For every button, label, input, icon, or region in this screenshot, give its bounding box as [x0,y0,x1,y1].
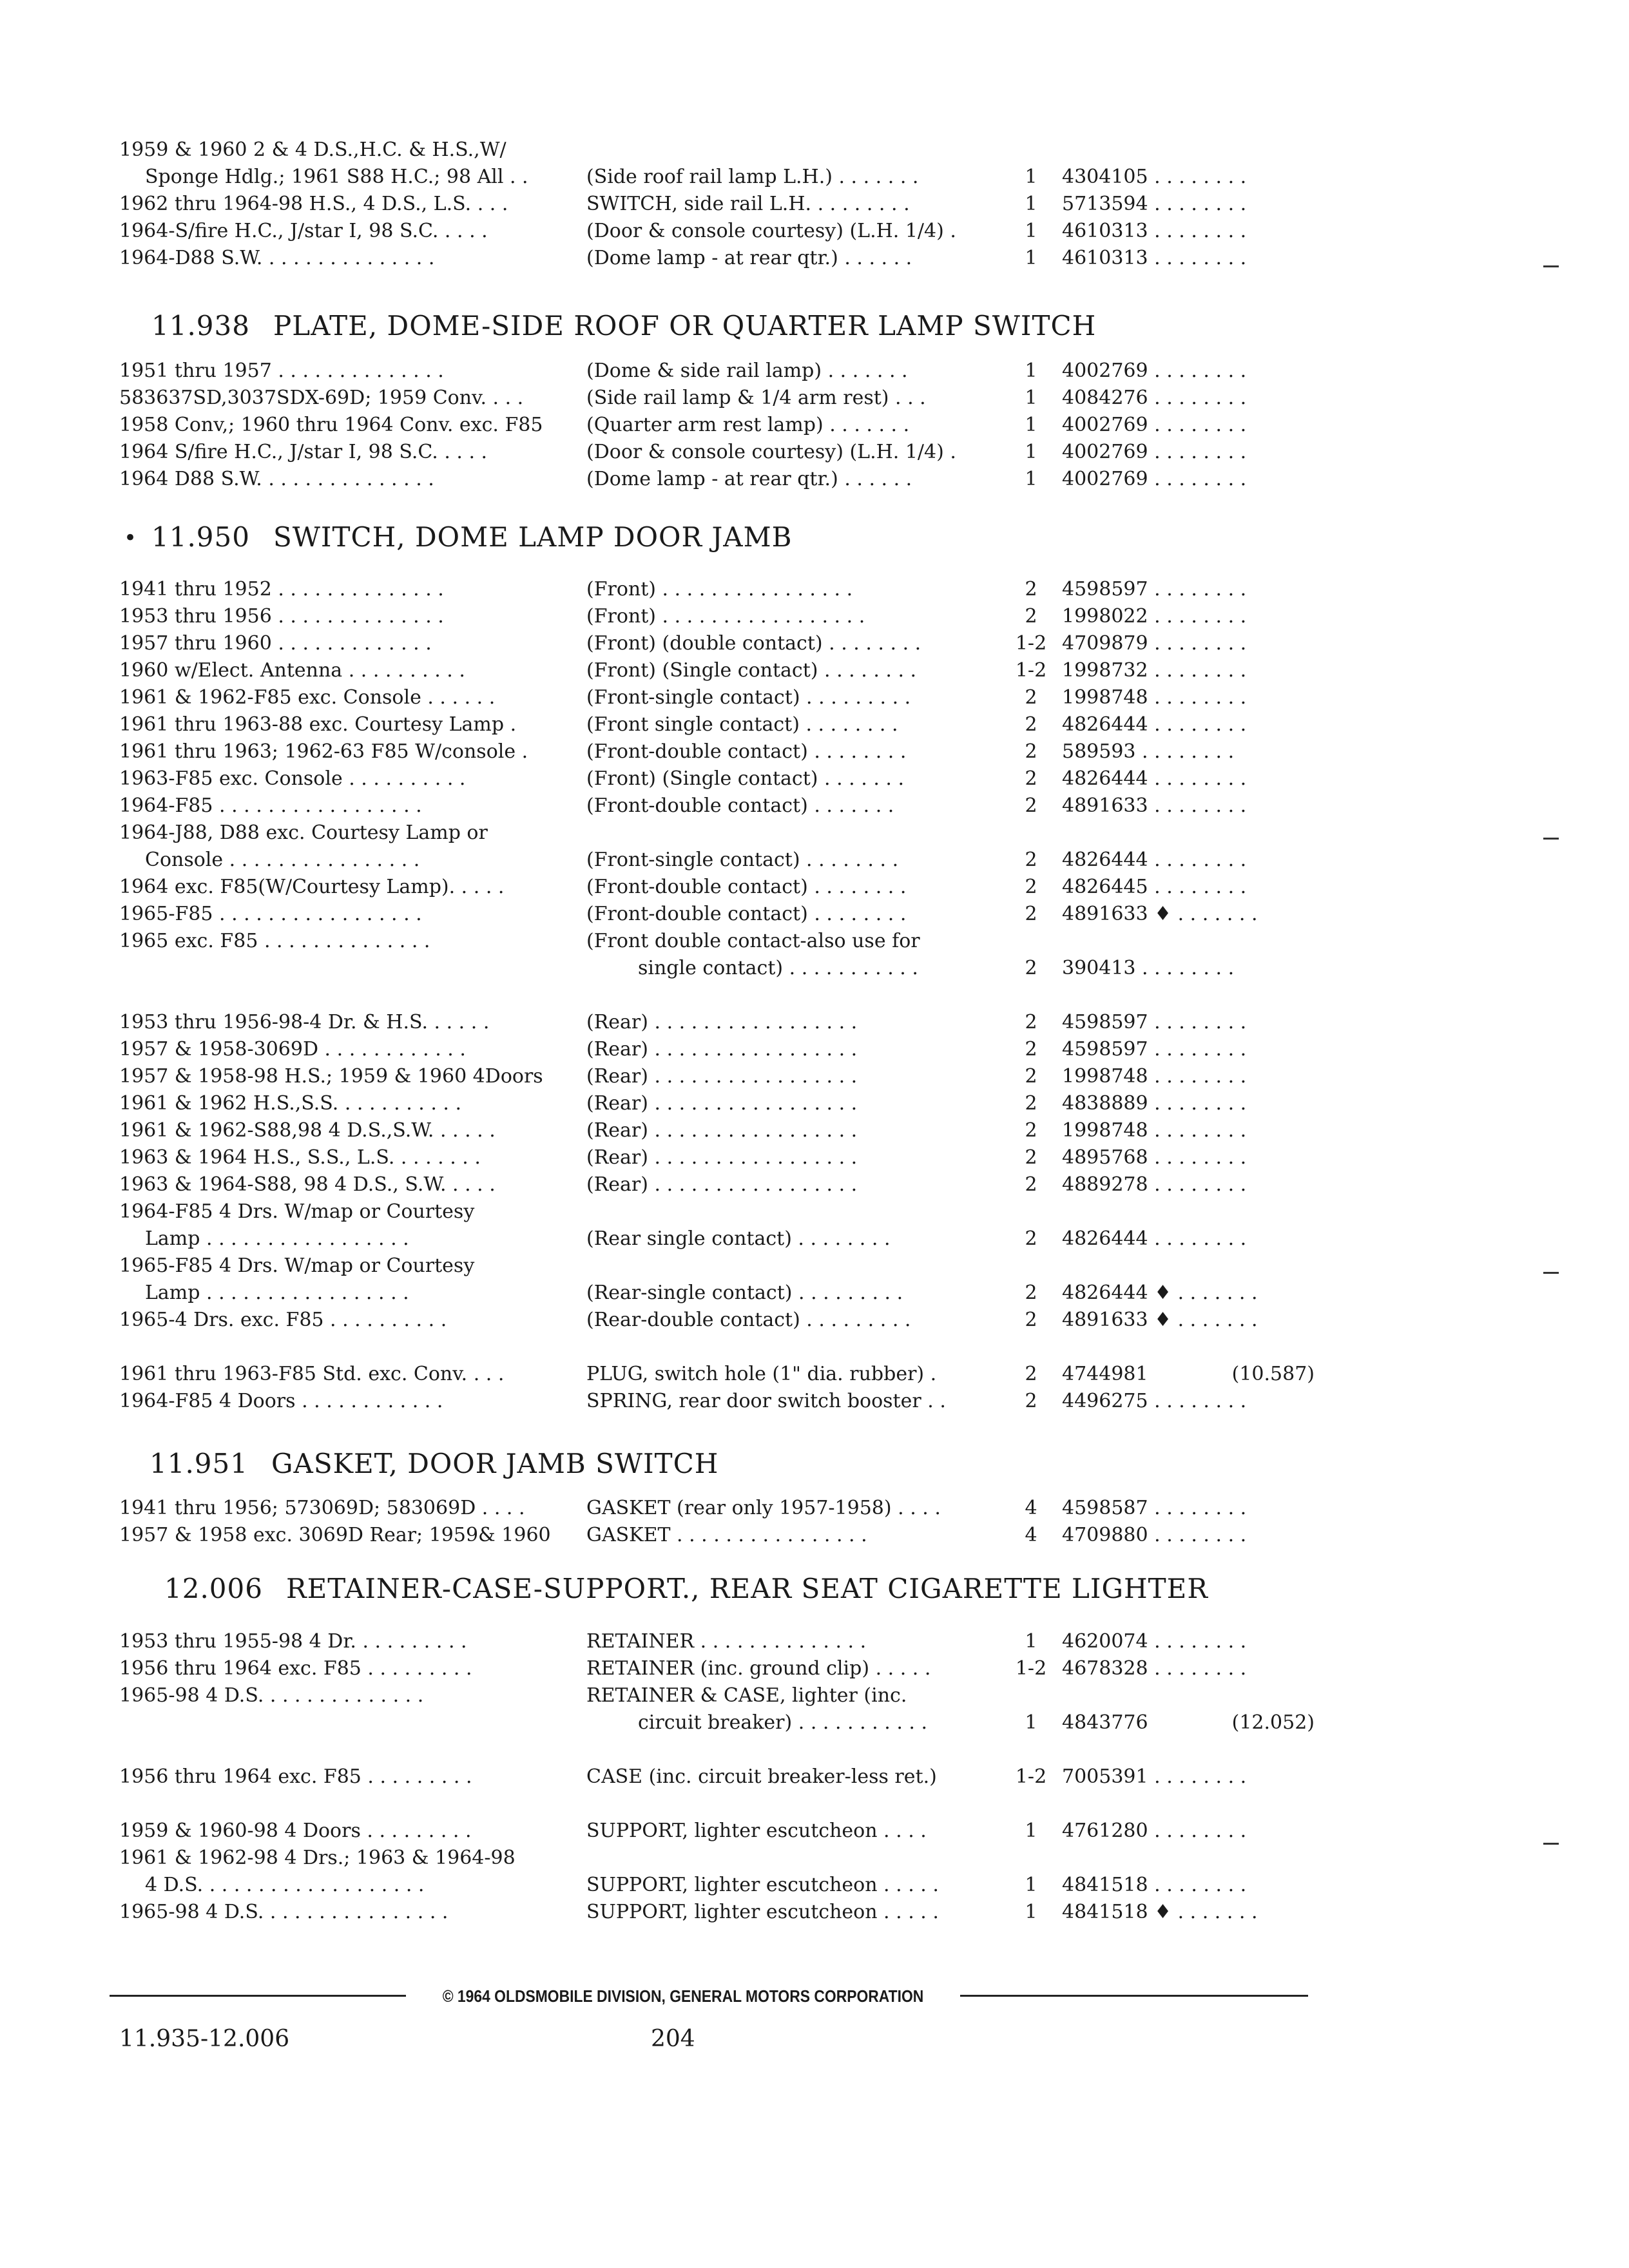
application-cell: 1953 thru 1956 . . . . . . . . . . . . . . [119,605,444,628]
parts-row [0,437,1629,467]
section-title: PLATE, DOME-SIDE ROOF OR QUARTER LAMP SWITCH [273,310,1097,341]
parts-row [0,1387,1629,1416]
part-number-cell: 390413 . . . . . . . . [1062,957,1235,979]
parts-row [0,575,1629,604]
application-cell: 1959 & 1960 2 & 4 D.S.,H.C. & H.S.,W/ [119,139,506,161]
parts-row [0,1089,1629,1119]
parts-row [0,1170,1629,1200]
application-cell: 1961 thru 1963-88 exc. Courtesy Lamp . [119,713,517,736]
quantity-cell: 1 [1025,387,1037,409]
parts-row [0,1898,1629,1927]
quantity-cell: 2 [1025,686,1037,709]
part-number-cell: 4709879 . . . . . . . . [1062,632,1247,655]
application-cell: 1961 thru 1963-F85 Std. exc. Conv. . . . [119,1363,505,1385]
parts-row [0,1708,1629,1738]
quantity-cell: 2 [1025,1011,1037,1033]
parts-row [0,244,1629,273]
part-number-cell: 4744981 [1062,1363,1148,1385]
application-cell: 1941 thru 1956; 573069D; 583069D . . . . [119,1497,525,1519]
application-cell: 1961 & 1962-S88,98 4 D.S.,S.W. . . . . . [119,1119,496,1142]
parts-row [0,764,1629,794]
quantity-cell: 2 [1025,876,1037,898]
part-number-cell: 4002769 . . . . . . . . [1062,468,1247,490]
description-cell: (Front-double contact) . . . . . . . . [586,876,907,898]
parts-row [0,1762,1629,1792]
part-number-cell: 4826444 . . . . . . . . [1062,767,1247,790]
application-cell: 1958 Conv,; 1960 thru 1964 Conv. exc. F85 [119,414,543,436]
quantity-cell: 2 [1025,903,1037,925]
description-cell: (Door & console courtesy) (L.H. 1/4) . [586,220,956,242]
part-number-cell: 4841518 ♦ . . . . . . . [1062,1901,1258,1923]
parts-row [0,1843,1629,1873]
quantity-cell: 2 [1025,578,1037,601]
part-number-cell: 4891633 ♦ . . . . . . . [1062,903,1258,925]
parts-row [0,189,1629,219]
application-cell: 1951 thru 1957 . . . . . . . . . . . . . . [119,360,444,382]
description-cell: PLUG, switch hole (1" dia. rubber) . [586,1363,937,1385]
description-cell: (Front-double contact) . . . . . . . [586,794,894,817]
description-cell: (Front-double contact) . . . . . . . . [586,740,907,763]
application-cell: 1961 & 1962-F85 exc. Console . . . . . . [119,686,496,709]
parts-row [0,1360,1629,1389]
quantity-cell: 4 [1025,1524,1037,1546]
part-number-cell: 4826445 . . . . . . . . [1062,876,1247,898]
section-number: 11.951 [149,1448,248,1479]
quantity-cell: 1 [1025,220,1037,242]
description-cell: (Front) (Single contact) . . . . . . . . [586,659,917,682]
quantity-cell: 2 [1025,1282,1037,1304]
part-number-cell: 1998748 . . . . . . . . [1062,686,1247,709]
part-number-cell: 4598587 . . . . . . . . [1062,1497,1247,1519]
parts-row [0,1251,1629,1281]
application-cell: 1964-F85 4 Drs. W/map or Courtesy [119,1200,475,1223]
application-cell: 1961 thru 1963; 1962-63 F85 W/console . [119,740,528,763]
part-number-cell: 4826444 . . . . . . . . [1062,849,1247,871]
section-heading [164,1571,1208,1607]
application-cell: Sponge Hdlg.; 1961 S88 H.C.; 98 All . . [145,166,528,188]
parts-row [0,1008,1629,1037]
section-title: RETAINER-CASE-SUPPORT., REAR SEAT CIGARETTE LIGHTER [285,1573,1208,1604]
quantity-cell: 1 [1025,1711,1037,1734]
part-number-cell: 1998748 . . . . . . . . [1062,1065,1247,1088]
quantity-cell: 1 [1025,193,1037,215]
quantity-cell: 1-2 [1015,1765,1047,1788]
parts-row [0,1521,1629,1550]
quantity-cell: 1 [1025,441,1037,463]
parts-row [0,1224,1629,1254]
description-cell: (Front) (Single contact) . . . . . . . [586,767,904,790]
part-number-cell: 4002769 . . . . . . . . [1062,414,1247,436]
margin-tick [1543,1843,1559,1845]
parts-row [0,737,1629,767]
part-number-cell: 4496275 . . . . . . . . [1062,1390,1247,1412]
parts-row [0,135,1629,165]
application-cell: 1957 & 1958 exc. 3069D Rear; 1959& 1960 [119,1524,551,1546]
part-number-cell: 4610313 . . . . . . . . [1062,220,1247,242]
quantity-cell: 1 [1025,1901,1037,1923]
margin-tick [1543,265,1559,267]
quantity-cell: 2 [1025,713,1037,736]
description-cell: single contact) . . . . . . . . . . . [638,957,918,979]
section-heading [149,1446,718,1482]
description-cell: CASE (inc. circuit breaker-less ret.) [586,1765,937,1788]
part-number-cell: 4084276 . . . . . . . . [1062,387,1247,409]
part-number-cell: 4891633 . . . . . . . . [1062,794,1247,817]
part-number-cell: 1998748 . . . . . . . . [1062,1119,1247,1142]
description-cell: SUPPORT, lighter escutcheon . . . . . [586,1874,939,1896]
description-cell: circuit breaker) . . . . . . . . . . . [638,1711,928,1734]
parts-row [0,216,1629,246]
description-cell: SUPPORT, lighter escutcheon . . . . [586,1820,927,1842]
application-cell: 1957 & 1958-98 H.S.; 1959 & 1960 4Doors [119,1065,543,1088]
description-cell: (Front-single contact) . . . . . . . . . [586,686,911,709]
page-number: 204 [651,2026,695,2052]
parts-row [0,1143,1629,1173]
application-cell: 1965-4 Drs. exc. F85 . . . . . . . . . . [119,1309,447,1331]
part-number-cell: 589593 . . . . . . . . [1062,740,1235,763]
quantity-cell: 2 [1025,740,1037,763]
margin-tick [1543,1272,1559,1274]
description-cell: (Rear) . . . . . . . . . . . . . . . . . [586,1092,858,1115]
quantity-cell: 4 [1025,1497,1037,1519]
application-cell: 1965-F85 4 Drs. W/map or Courtesy [119,1254,475,1277]
parts-row [0,872,1629,902]
application-cell: 1962 thru 1964-98 H.S., 4 D.S., L.S. . . . [119,193,508,215]
quantity-cell: 2 [1025,794,1037,817]
application-cell: 1960 w/Elect. Antenna . . . . . . . . . . [119,659,465,682]
description-cell: (Rear) . . . . . . . . . . . . . . . . . [586,1173,858,1196]
part-number-cell: 4843776 [1062,1711,1148,1734]
parts-row [0,356,1629,386]
part-number-cell: 5713594 . . . . . . . . [1062,193,1247,215]
description-cell: (Front) . . . . . . . . . . . . . . . . [586,578,853,601]
application-cell: 1963 & 1964-S88, 98 4 D.S., S.W. . . . . [119,1173,496,1196]
description-cell: (Rear) . . . . . . . . . . . . . . . . . [586,1038,858,1061]
footer-rule-left [110,1995,406,1997]
description-cell: (Side roof rail lamp L.H.) . . . . . . . [586,166,919,188]
quantity-cell: 2 [1025,1146,1037,1169]
description-cell: (Rear single contact) . . . . . . . . [586,1227,891,1250]
application-cell: 1961 & 1962 H.S.,S.S. . . . . . . . . . . [119,1092,462,1115]
section-heading [151,519,793,555]
description-cell: GASKET (rear only 1957-1958) . . . . [586,1497,941,1519]
description-cell: (Front) . . . . . . . . . . . . . . . . . [586,605,865,628]
quantity-cell: 2 [1025,849,1037,871]
description-cell: (Front-single contact) . . . . . . . . [586,849,899,871]
parts-row [0,683,1629,713]
description-cell: (Dome lamp - at rear qtr.) . . . . . . [586,468,912,490]
quantity-cell: 1 [1025,166,1037,188]
description-cell: (Front-double contact) . . . . . . . . [586,903,907,925]
parts-row [0,1627,1629,1657]
application-cell: 1953 thru 1955-98 4 Dr. . . . . . . . . . [119,1630,467,1653]
part-number-cell: 4678328 . . . . . . . . [1062,1657,1247,1680]
quantity-cell: 1 [1025,247,1037,269]
parts-row [0,1870,1629,1900]
description-cell: (Dome & side rail lamp) . . . . . . . [586,360,908,382]
quantity-cell: 2 [1025,605,1037,628]
application-cell: 1959 & 1960-98 4 Doors . . . . . . . . . [119,1820,472,1842]
description-cell: (Side rail lamp & 1/4 arm rest) . . . [586,387,926,409]
description-cell: RETAINER . . . . . . . . . . . . . . [586,1630,867,1653]
description-cell: (Door & console courtesy) (L.H. 1/4) . [586,441,956,463]
parts-row [0,1278,1629,1308]
parts-row [0,927,1629,956]
quantity-cell: 2 [1025,767,1037,790]
application-cell: Lamp . . . . . . . . . . . . . . . . . [145,1227,409,1250]
part-number-cell: 4826444 . . . . . . . . [1062,713,1247,736]
parts-row [0,629,1629,658]
quantity-cell: 1 [1025,414,1037,436]
page-range-id: 11.935-12.006 [119,2026,290,2052]
parts-row [0,410,1629,440]
description-cell: (Rear-double contact) . . . . . . . . . [586,1309,911,1331]
application-cell: 1964-J88, D88 exc. Courtesy Lamp or [119,822,488,844]
part-number-cell: 4598597 . . . . . . . . [1062,578,1247,601]
description-cell: SWITCH, side rail L.H. . . . . . . . . [586,193,910,215]
parts-row [0,1116,1629,1146]
description-cell: (Front) (double contact) . . . . . . . . [586,632,921,655]
section-number: 11.938 [151,310,250,341]
part-number-cell: 4598597 . . . . . . . . [1062,1011,1247,1033]
description-cell: (Rear) . . . . . . . . . . . . . . . . . [586,1011,858,1033]
part-number-cell: 1998732 . . . . . . . . [1062,659,1247,682]
parts-row [0,1305,1629,1335]
quantity-cell: 2 [1025,1227,1037,1250]
section-number: 12.006 [164,1573,263,1604]
application-cell: 583637SD,3037SDX-69D; 1959 Conv. . . . [119,387,524,409]
section-title: SWITCH, DOME LAMP DOOR JAMB [273,521,793,553]
quantity-cell: 2 [1025,957,1037,979]
application-cell: 1953 thru 1956-98-4 Dr. & H.S. . . . . . [119,1011,490,1033]
parts-row [0,899,1629,929]
description-cell: (Quarter arm rest lamp) . . . . . . . [586,414,910,436]
parts-row [0,656,1629,686]
quantity-cell: 2 [1025,1038,1037,1061]
quantity-cell: 2 [1025,1173,1037,1196]
parts-row [0,162,1629,192]
reference-cell: (10.587) [1231,1363,1315,1385]
application-cell: 1956 thru 1964 exc. F85 . . . . . . . . . [119,1765,472,1788]
description-cell: GASKET . . . . . . . . . . . . . . . . [586,1524,867,1546]
parts-row [0,383,1629,413]
part-number-cell: 4304105 . . . . . . . . [1062,166,1247,188]
description-cell: (Rear-single contact) . . . . . . . . . [586,1282,903,1304]
revision-bullet: • [124,525,137,551]
part-number-cell: 4826444 . . . . . . . . [1062,1227,1247,1250]
description-cell: RETAINER & CASE, lighter (inc. [586,1684,907,1707]
description-cell: (Front double contact-also use for [586,930,920,952]
parts-row [0,791,1629,821]
part-number-cell: 4598597 . . . . . . . . [1062,1038,1247,1061]
quantity-cell: 2 [1025,1119,1037,1142]
reference-cell: (12.052) [1231,1711,1315,1734]
parts-row [0,845,1629,875]
part-number-cell: 4709880 . . . . . . . . [1062,1524,1247,1546]
application-cell: 1963 & 1964 H.S., S.S., L.S. . . . . . . . [119,1146,481,1169]
quantity-cell: 2 [1025,1065,1037,1088]
application-cell: 1964 D88 S.W. . . . . . . . . . . . . . . [119,468,434,490]
parts-row [0,1654,1629,1684]
application-cell: 1941 thru 1952 . . . . . . . . . . . . . . [119,578,444,601]
quantity-cell: 2 [1025,1390,1037,1412]
application-cell: 1961 & 1962-98 4 Drs.; 1963 & 1964-98 [119,1847,516,1869]
quantity-cell: 2 [1025,1363,1037,1385]
part-number-cell: 7005391 . . . . . . . . [1062,1765,1247,1788]
part-number-cell: 4895768 . . . . . . . . [1062,1146,1247,1169]
copyright-line: © 1964 OLDSMOBILE DIVISION, GENERAL MOTORS CORPORATION [442,1986,924,2006]
parts-row [0,1494,1629,1523]
application-cell: 1964-F85 4 Doors . . . . . . . . . . . . [119,1390,443,1412]
part-number-cell: 4826444 ♦ . . . . . . . [1062,1282,1258,1304]
parts-row [0,1197,1629,1227]
application-cell: 1964 S/fire H.C., J/star I, 98 S.C. . . . . [119,441,488,463]
quantity-cell: 1 [1025,1820,1037,1842]
description-cell: (Rear) . . . . . . . . . . . . . . . . . [586,1146,858,1169]
quantity-cell: 1 [1025,360,1037,382]
description-cell: (Dome lamp - at rear qtr.) . . . . . . [586,247,912,269]
part-number-cell: 4838889 . . . . . . . . [1062,1092,1247,1115]
application-cell: 4 D.S. . . . . . . . . . . . . . . . . . . [145,1874,425,1896]
quantity-cell: 1-2 [1015,659,1047,682]
parts-row [0,1035,1629,1064]
application-cell: 1957 & 1958-3069D . . . . . . . . . . . . [119,1038,466,1061]
part-number-cell: 4761280 . . . . . . . . [1062,1820,1247,1842]
parts-row [0,710,1629,740]
application-cell: Lamp . . . . . . . . . . . . . . . . . [145,1282,409,1304]
application-cell: 1963-F85 exc. Console . . . . . . . . . . [119,767,466,790]
quantity-cell: 1-2 [1015,632,1047,655]
part-number-cell: 4002769 . . . . . . . . [1062,360,1247,382]
quantity-cell: 1 [1025,1630,1037,1653]
description-cell: SUPPORT, lighter escutcheon . . . . . [586,1901,939,1923]
application-cell: 1965-98 4 D.S. . . . . . . . . . . . . . [119,1684,424,1707]
parts-row [0,954,1629,983]
part-number-cell: 4841518 . . . . . . . . [1062,1874,1247,1896]
parts-row [0,1062,1629,1091]
margin-tick [1543,838,1559,840]
parts-row [0,1816,1629,1846]
section-heading [151,308,1096,344]
application-cell: 1965-98 4 D.S. . . . . . . . . . . . . . . . [119,1901,448,1923]
application-cell: Console . . . . . . . . . . . . . . . . [145,849,420,871]
description-cell: (Rear) . . . . . . . . . . . . . . . . . [586,1119,858,1142]
part-number-cell: 1998022 . . . . . . . . [1062,605,1247,628]
application-cell: 1957 thru 1960 . . . . . . . . . . . . . [119,632,432,655]
part-number-cell: 4610313 . . . . . . . . [1062,247,1247,269]
part-number-cell: 4002769 . . . . . . . . [1062,441,1247,463]
application-cell: 1964-D88 S.W. . . . . . . . . . . . . . . [119,247,435,269]
parts-row [0,818,1629,848]
application-cell: 1956 thru 1964 exc. F85 . . . . . . . . . [119,1657,472,1680]
quantity-cell: 2 [1025,1092,1037,1115]
part-number-cell: 4889278 . . . . . . . . [1062,1173,1247,1196]
part-number-cell: 4620074 . . . . . . . . [1062,1630,1247,1653]
quantity-cell: 2 [1025,1309,1037,1331]
quantity-cell: 1 [1025,468,1037,490]
application-cell: 1964-S/fire H.C., J/star I, 98 S.C. . . . . [119,220,488,242]
application-cell: 1965-F85 . . . . . . . . . . . . . . . . . [119,903,422,925]
description-cell: RETAINER (inc. ground clip) . . . . . [586,1657,931,1680]
description-cell: (Front single contact) . . . . . . . . [586,713,898,736]
application-cell: 1965 exc. F85 . . . . . . . . . . . . . . [119,930,430,952]
parts-row [0,465,1629,494]
quantity-cell: 1 [1025,1874,1037,1896]
quantity-cell: 1-2 [1015,1657,1047,1680]
section-title: GASKET, DOOR JAMB SWITCH [271,1448,719,1479]
application-cell: 1964 exc. F85(W/Courtesy Lamp). . . . . [119,876,505,898]
description-cell: (Rear) . . . . . . . . . . . . . . . . . [586,1065,858,1088]
section-number: 11.950 [151,521,250,553]
description-cell: SPRING, rear door switch booster . . [586,1390,946,1412]
parts-row [0,602,1629,631]
part-number-cell: 4891633 ♦ . . . . . . . [1062,1309,1258,1331]
application-cell: 1964-F85 . . . . . . . . . . . . . . . . . [119,794,422,817]
parts-row [0,1681,1629,1711]
footer-rule-right [960,1995,1308,1997]
